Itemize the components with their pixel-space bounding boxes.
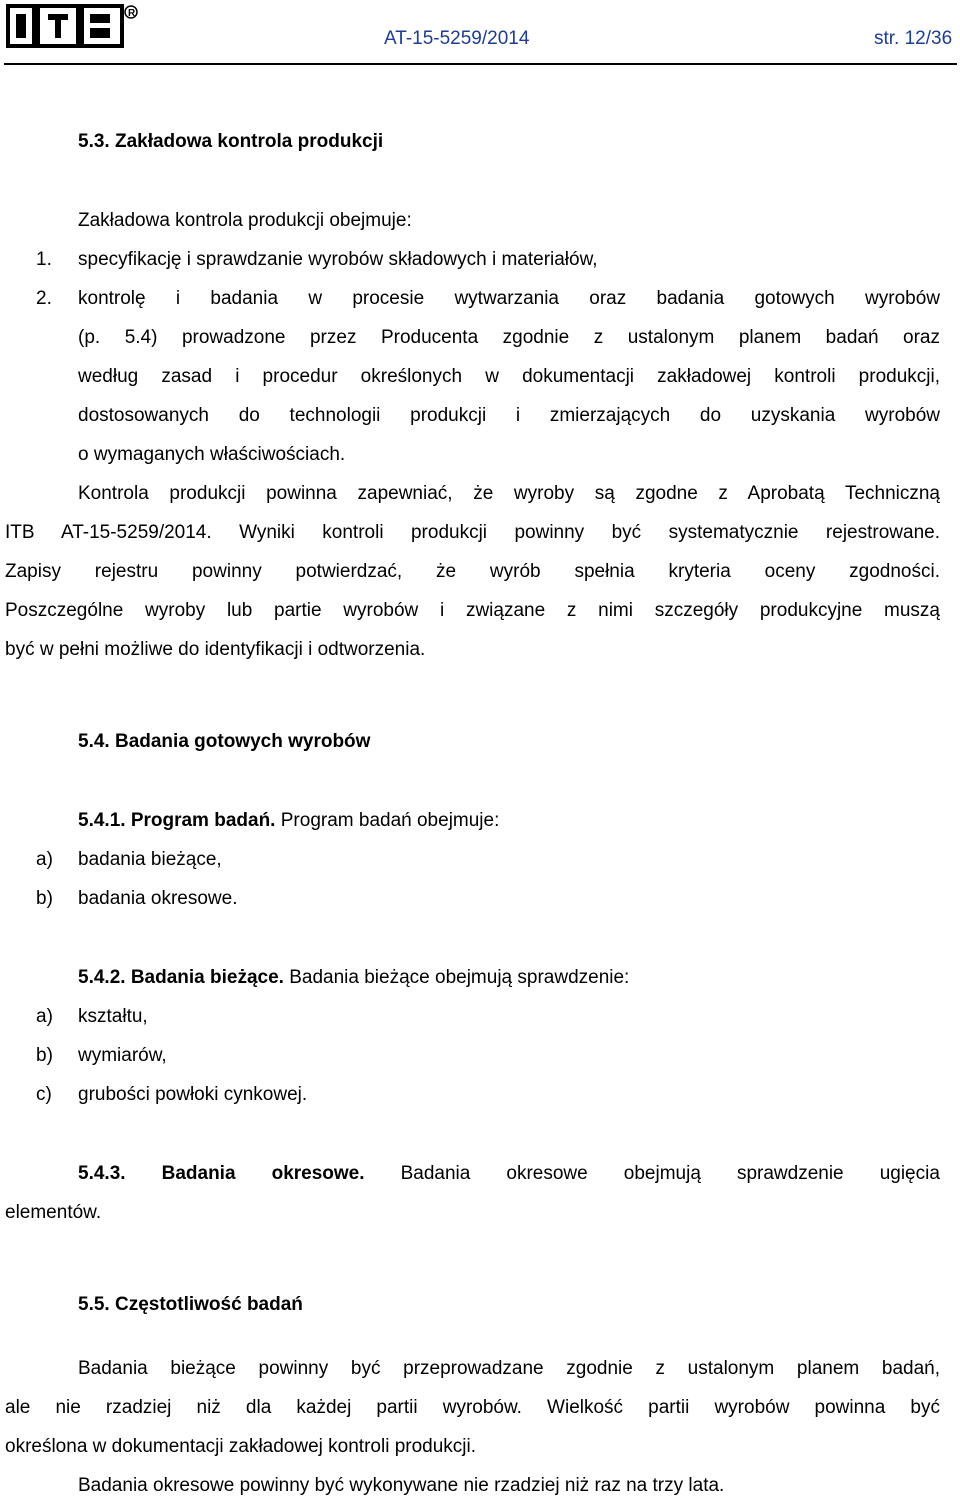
- section-intro: Zakładowa kontrola produkcji obejmuje:: [78, 210, 412, 231]
- subsection-text-word: obejmują: [623, 1163, 701, 1184]
- document-number: AT-15-5259/2014: [384, 28, 530, 49]
- subsection-5-4-1: [78, 810, 499, 832]
- list-letter: b): [36, 888, 53, 909]
- subsection-text-word: ugięcia: [879, 1163, 940, 1184]
- subsection-heading: 5.4.1. Program badań.: [78, 810, 276, 831]
- subsection-text-word: okresowe: [506, 1163, 588, 1184]
- list-item-continuation: według zasad i procedur określonych w dokumentacji zakładowej kontroli produkcji,: [78, 366, 940, 387]
- list-number: 2.: [36, 288, 52, 309]
- subsection-heading-word: okresowe.: [271, 1163, 365, 1184]
- subsection-text-word: sprawdzenie: [736, 1163, 844, 1184]
- paragraph-line: być w pełni możliwe do identyfikacji i odtworzenia.: [5, 639, 426, 660]
- paragraph-line: Zapisy rejestru powinny potwierdzać, że wyrób spełnia kryteria oceny zgodności.: [5, 561, 940, 582]
- subsection-text: Badania bieżące obejmują sprawdzenie:: [283, 967, 630, 988]
- list-item-continuation: o wymaganych właściwościach.: [78, 444, 346, 465]
- list-item-text: grubości powłoki cynkowej.: [78, 1084, 308, 1105]
- subsection-heading-word: Badania: [161, 1163, 236, 1184]
- page-number: str. 12/36: [874, 28, 953, 49]
- paragraph-line: ale nie rzadziej niż dla każdej partii wyrobów. Wielkość partii wyrobów powinna być: [5, 1397, 940, 1418]
- paragraph-line: Poszczególne wyroby lub partie wyrobów i związane z nimi szczegóły produkcyjne muszą: [5, 600, 940, 621]
- header-rule: [4, 63, 957, 65]
- list-item-continuation: (p. 5.4) prowadzone przez Producenta zgodnie z ustalonym planem badań oraz: [78, 327, 940, 348]
- list-letter: c): [36, 1084, 52, 1105]
- itb-logo: [4, 2, 140, 54]
- subsection-text: Program badań obejmuje:: [275, 810, 500, 831]
- subsection-5-4-3: [78, 1163, 940, 1185]
- list-item-text: kształtu,: [78, 1006, 148, 1027]
- paragraph-line: Badania bieżące powinny być przeprowadzane zgodnie z ustalonym planem badań,: [78, 1358, 940, 1379]
- subsection-heading: 5.4.2. Badania bieżące.: [78, 967, 284, 988]
- list-item-text: specyfikację i sprawdzanie wyrobów składowych i materiałów,: [78, 249, 598, 270]
- section-title-5-5: 5.5. Częstotliwość badań: [78, 1294, 303, 1315]
- paragraph-line: określona w dokumentacji zakładowej kontroli produkcji.: [5, 1436, 477, 1457]
- section-title-5-3: 5.3. Zakładowa kontrola produkcji: [78, 131, 384, 152]
- subsection-text-continuation: elementów.: [5, 1202, 102, 1223]
- list-item-text: kontrolę i badania w procesie wytwarzania oraz badania gotowych wyrobów: [78, 288, 940, 309]
- section-title-5-4: 5.4. Badania gotowych wyrobów: [78, 731, 371, 752]
- list-letter: b): [36, 1045, 53, 1066]
- paragraph-line: Badania okresowe powinny być wykonywane nie rzadziej niż raz na trzy lata.: [78, 1475, 725, 1496]
- list-item-text: badania okresowe.: [78, 888, 238, 909]
- paragraph-line: ITB AT-15-5259/2014. Wyniki kontroli produkcji powinny być systematycznie rejestrowane.: [5, 522, 940, 543]
- list-letter: a): [36, 1006, 53, 1027]
- svg-text:R: R: [128, 8, 136, 19]
- list-letter: a): [36, 849, 53, 870]
- list-item-text: badania bieżące,: [78, 849, 222, 870]
- subsection-5-4-2: [78, 967, 629, 989]
- paragraph-line: Kontrola produkcji powinna zapewniać, że wyroby są zgodne z Aprobatą Techniczną: [78, 483, 940, 504]
- list-item-continuation: dostosowanych do technologii produkcji i zmierzających do uzyskania wyrobów: [78, 405, 940, 426]
- subsection-text-word: Badania: [400, 1163, 471, 1184]
- list-item-text: wymiarów,: [78, 1045, 167, 1066]
- list-number: 1.: [36, 249, 52, 270]
- subsection-heading-number: 5.4.3.: [78, 1163, 126, 1184]
